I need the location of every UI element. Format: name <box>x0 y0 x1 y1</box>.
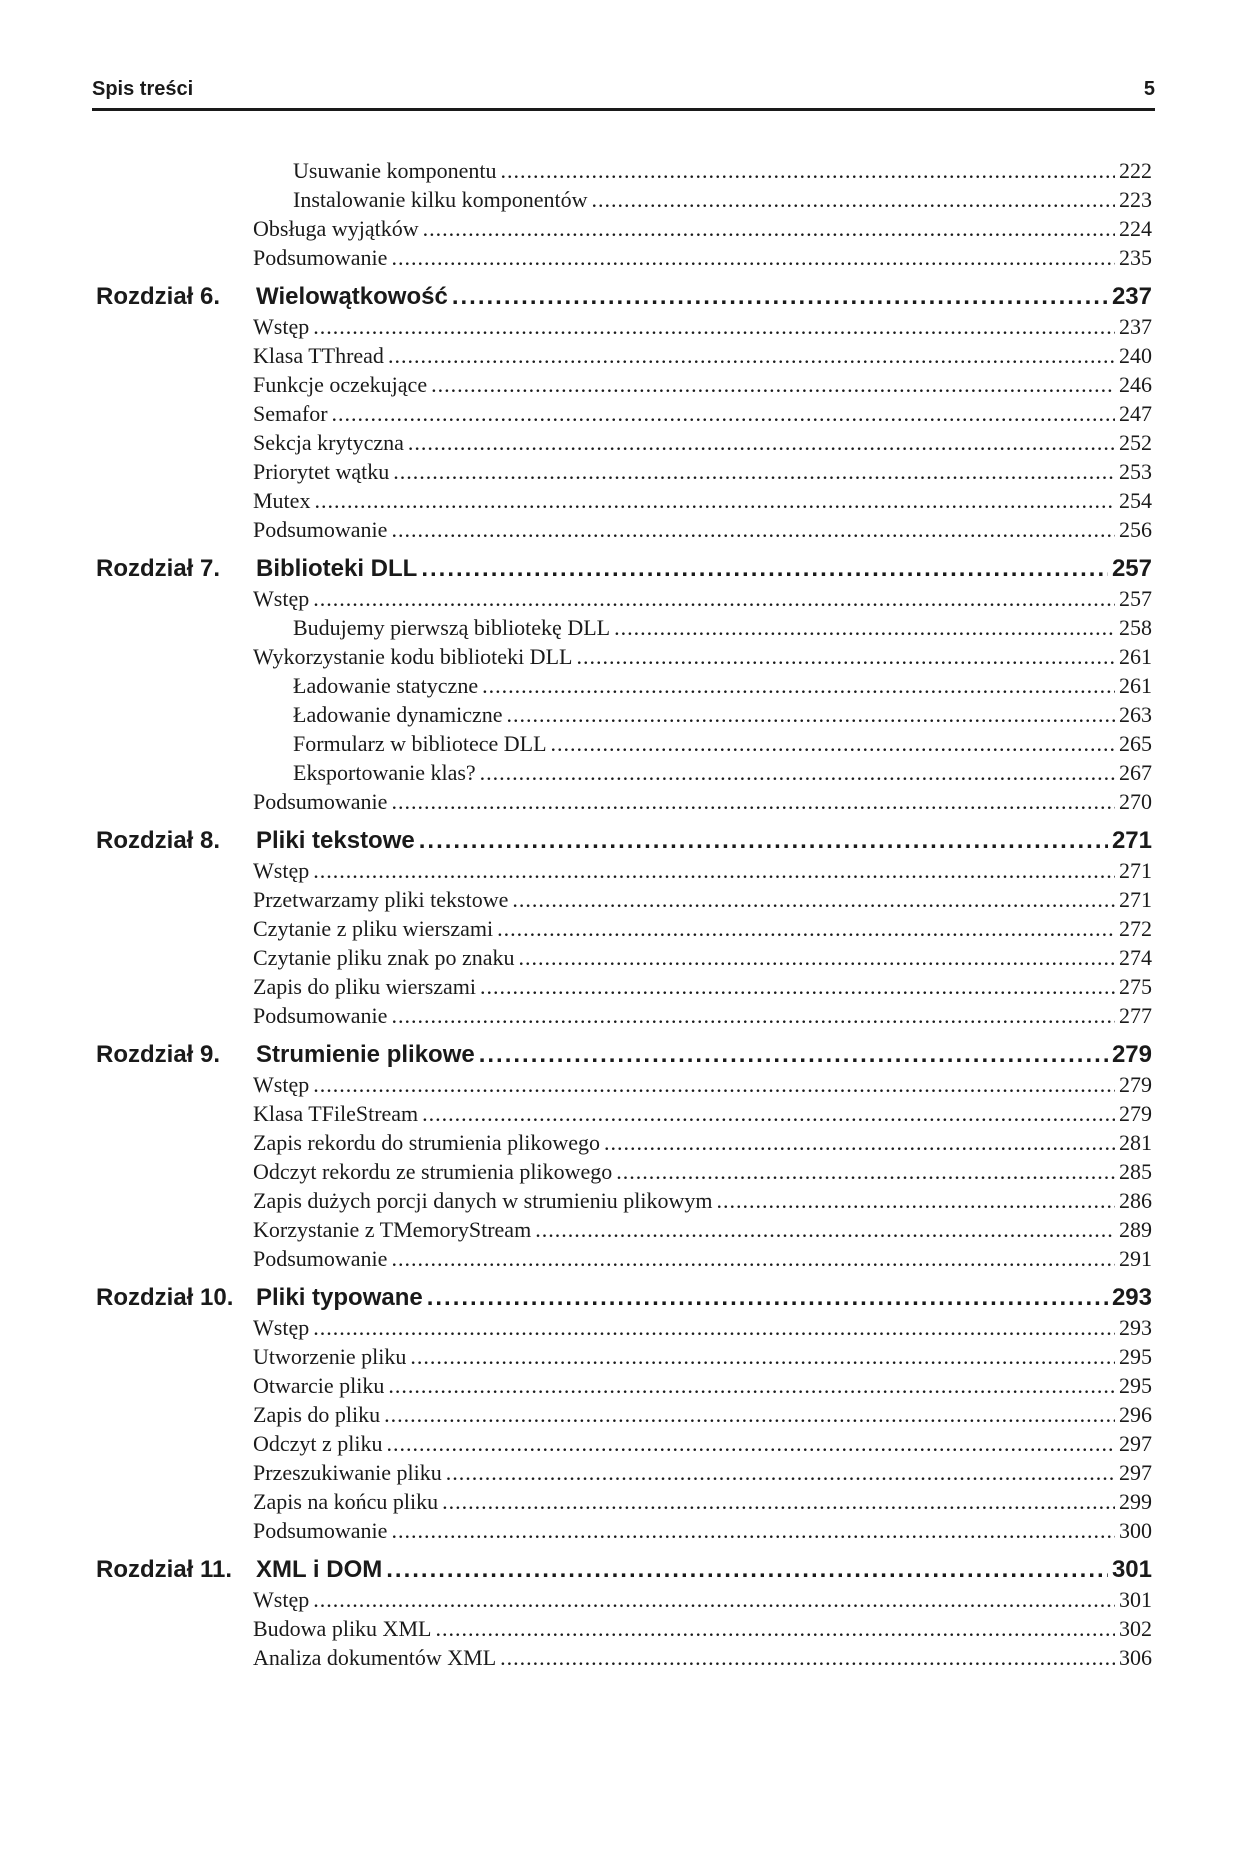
page-number: 295 <box>1119 1344 1152 1369</box>
entry-title: Wstęp <box>253 858 310 883</box>
dot-leader <box>482 673 1115 699</box>
entry-title: Funkcje oczekujące <box>253 372 428 397</box>
toc-entry-row[interactable] <box>253 1246 1152 1272</box>
entry-title: Korzystanie z TMemoryStream <box>253 1217 532 1242</box>
running-header <box>92 78 1155 111</box>
dot-leader <box>408 430 1115 456</box>
entry-title: Wykorzystanie kodu biblioteki DLL <box>253 644 573 669</box>
page-number: 277 <box>1119 1003 1152 1028</box>
dot-leader <box>384 1402 1115 1428</box>
dot-leader <box>442 1489 1115 1515</box>
entry-title: Odczyt z pliku <box>253 1431 383 1456</box>
header-page-number: 5 <box>1143 78 1155 100</box>
page-number: 299 <box>1119 1489 1152 1514</box>
dot-leader <box>592 187 1115 213</box>
dot-leader <box>419 827 1108 855</box>
page-number: 274 <box>1119 945 1152 970</box>
dot-leader <box>479 1041 1108 1069</box>
page-number: 302 <box>1119 1616 1152 1641</box>
page-number: 289 <box>1119 1217 1152 1242</box>
dot-leader <box>480 974 1115 1000</box>
entry-title: Semafor <box>253 401 328 426</box>
dot-leader <box>518 945 1115 971</box>
entry-title: Podsumowanie <box>253 245 388 270</box>
dot-leader <box>446 1460 1115 1486</box>
chapter-label: Rozdział 7. <box>96 555 221 582</box>
toc-entry-row[interactable] <box>293 158 1152 184</box>
toc-entry-row[interactable] <box>253 1315 1152 1341</box>
chapter-title: Pliki tekstowe <box>256 827 415 854</box>
dot-leader <box>604 1130 1115 1156</box>
toc-entry-row[interactable] <box>253 1373 1152 1399</box>
toc-entry-row[interactable] <box>253 1587 1152 1613</box>
dot-leader <box>386 1556 1108 1584</box>
toc-entry-row[interactable] <box>253 314 1152 340</box>
dot-leader <box>314 488 1115 514</box>
page-number: 265 <box>1119 731 1152 756</box>
page-number: 258 <box>1119 615 1152 640</box>
page-number: 271 <box>1111 827 1152 854</box>
dot-leader <box>313 314 1115 340</box>
page-number: 281 <box>1119 1130 1152 1155</box>
toc-entry-row[interactable] <box>253 517 1152 543</box>
toc-entry-row[interactable] <box>253 1489 1152 1515</box>
toc-chapter-row[interactable] <box>256 827 1152 855</box>
dot-leader <box>500 1645 1115 1671</box>
dot-leader <box>435 1616 1115 1642</box>
dot-leader <box>500 158 1115 184</box>
page-number: 279 <box>1119 1072 1152 1097</box>
page-number: 223 <box>1119 187 1152 212</box>
page-number: 297 <box>1119 1431 1152 1456</box>
page-number: 293 <box>1111 1284 1152 1311</box>
toc-entry-row[interactable] <box>253 1188 1152 1214</box>
toc-entry-row[interactable] <box>253 1130 1152 1156</box>
entry-title: Sekcja krytyczna <box>253 430 404 455</box>
dot-leader <box>313 586 1115 612</box>
entry-title: Przeszukiwanie pliku <box>253 1460 442 1485</box>
page-number: 279 <box>1119 1101 1152 1126</box>
entry-title: Wstęp <box>253 586 310 611</box>
dot-leader <box>497 916 1115 942</box>
entry-title: Czytanie z pliku wierszami <box>253 916 494 941</box>
page-number: 237 <box>1119 314 1152 339</box>
toc-entry-row[interactable] <box>253 1101 1152 1127</box>
toc-chapter-row[interactable] <box>256 1041 1152 1069</box>
toc-entry-row[interactable] <box>253 245 1152 271</box>
page-number: 301 <box>1111 1556 1152 1583</box>
chapter-title: Wielowątkowość <box>256 283 448 310</box>
page-number: 295 <box>1119 1373 1152 1398</box>
entry-title: Klasa TFileStream <box>253 1101 419 1126</box>
dot-leader <box>410 1344 1115 1370</box>
page-number: 291 <box>1119 1246 1152 1271</box>
chapter-label: Rozdział 6. <box>96 283 221 310</box>
entry-title: Mutex <box>253 488 311 513</box>
page-number: 237 <box>1111 283 1152 310</box>
header-title: Spis treści <box>92 78 194 100</box>
page-number: 275 <box>1119 974 1152 999</box>
page-number: 300 <box>1119 1518 1152 1543</box>
page-number: 279 <box>1111 1041 1152 1068</box>
entry-title: Zapis do pliku wierszami <box>253 974 477 999</box>
page-number: 261 <box>1119 673 1152 698</box>
dot-leader <box>391 1003 1115 1029</box>
entry-title: Podsumowanie <box>253 1246 388 1271</box>
entry-title: Wstęp <box>253 314 310 339</box>
entry-title: Zapis rekordu do strumienia plikowego <box>253 1130 601 1155</box>
entry-title: Usuwanie komponentu <box>293 158 497 183</box>
toc-entry-row[interactable] <box>253 1072 1152 1098</box>
toc-entry-row[interactable] <box>253 1217 1152 1243</box>
toc-entry-row[interactable] <box>253 1402 1152 1428</box>
entry-title: Budowa pliku XML <box>253 1616 432 1641</box>
entry-title: Instalowanie kilku komponentów <box>293 187 588 212</box>
page-number: 267 <box>1119 760 1152 785</box>
toc-entry-row[interactable] <box>253 1518 1152 1544</box>
dot-leader <box>512 887 1115 913</box>
toc-entry-row[interactable] <box>293 760 1152 786</box>
chapter-label: Rozdział 9. <box>96 1041 221 1068</box>
toc-entry-row[interactable] <box>253 1460 1152 1486</box>
entry-title: Priorytet wątku <box>253 459 390 484</box>
toc-entry-row[interactable] <box>253 372 1152 398</box>
dot-leader <box>332 401 1115 427</box>
toc-entry-row[interactable] <box>253 644 1152 670</box>
toc-chapter-row[interactable] <box>256 1556 1152 1584</box>
dot-leader <box>313 1072 1115 1098</box>
dot-leader <box>391 245 1115 271</box>
toc-entry-row[interactable] <box>253 343 1152 369</box>
entry-title: Wstęp <box>253 1315 310 1340</box>
dot-leader <box>616 1159 1115 1185</box>
page-number: 256 <box>1119 517 1152 542</box>
entry-title: Zapis dużych porcji danych w strumieniu plikowym <box>253 1188 713 1213</box>
toc-entry-row[interactable] <box>253 789 1152 815</box>
toc-entry-row[interactable] <box>253 488 1152 514</box>
entry-title: Obsługa wyjątków <box>253 216 419 241</box>
dot-leader <box>423 216 1115 242</box>
toc-entry-row[interactable] <box>293 187 1152 213</box>
page-number: 253 <box>1119 459 1152 484</box>
toc-entry-row[interactable] <box>253 216 1152 242</box>
dot-leader <box>313 858 1115 884</box>
toc-entry-row[interactable] <box>253 1344 1152 1370</box>
dot-leader <box>313 1587 1115 1613</box>
chapter-title: Strumienie plikowe <box>256 1041 475 1068</box>
toc-entry-row[interactable] <box>253 1003 1152 1029</box>
entry-title: Przetwarzamy pliki tekstowe <box>253 887 509 912</box>
dot-leader <box>422 1101 1115 1127</box>
toc-entry-row[interactable] <box>253 401 1152 427</box>
dot-leader <box>388 343 1115 369</box>
toc-entry-row[interactable] <box>253 459 1152 485</box>
dot-leader <box>387 1431 1115 1457</box>
dot-leader <box>507 702 1115 728</box>
toc-entry-row[interactable] <box>293 731 1152 757</box>
dot-leader <box>431 372 1115 398</box>
page-number: 235 <box>1119 245 1152 270</box>
entry-title: Podsumowanie <box>253 1518 388 1543</box>
toc-entry-row[interactable] <box>253 586 1152 612</box>
chapter-label: Rozdział 10. <box>96 1284 234 1311</box>
entry-title: Podsumowanie <box>253 789 388 814</box>
page-number: 261 <box>1119 644 1152 669</box>
chapter-title: XML i DOM <box>256 1556 383 1583</box>
page-number: 271 <box>1119 887 1152 912</box>
dot-leader <box>391 1246 1115 1272</box>
dot-leader <box>391 1518 1115 1544</box>
dot-leader <box>427 1284 1108 1312</box>
entry-title: Podsumowanie <box>253 517 388 542</box>
toc-entry-row[interactable] <box>253 1616 1152 1642</box>
entry-title: Eksportowanie klas? <box>293 760 476 785</box>
toc-entry-row[interactable] <box>253 974 1152 1000</box>
page-number: 240 <box>1119 343 1152 368</box>
toc-entry-row[interactable] <box>293 673 1152 699</box>
page-number: 246 <box>1119 372 1152 397</box>
entry-title: Zapis do pliku <box>253 1402 381 1427</box>
dot-leader <box>716 1188 1115 1214</box>
entry-title: Zapis na końcu pliku <box>253 1489 439 1514</box>
toc-entry-row[interactable] <box>253 916 1152 942</box>
chapter-label: Rozdział 11. <box>96 1556 233 1583</box>
toc-chapter-row[interactable] <box>256 555 1152 583</box>
dot-leader <box>388 1373 1115 1399</box>
dot-leader <box>576 644 1115 670</box>
dot-leader <box>452 283 1108 311</box>
toc-entry-row[interactable] <box>253 945 1152 971</box>
chapter-label: Rozdział 8. <box>96 827 221 854</box>
page-number: 247 <box>1119 401 1152 426</box>
entry-title: Analiza dokumentów XML <box>253 1645 497 1670</box>
entry-title: Budujemy pierwszą bibliotekę DLL <box>293 615 611 640</box>
entry-title: Otwarcie pliku <box>253 1373 385 1398</box>
entry-title: Ładowanie statyczne <box>293 673 479 698</box>
dot-leader <box>391 517 1115 543</box>
page-number: 252 <box>1119 430 1152 455</box>
page-number: 271 <box>1119 858 1152 883</box>
entry-title: Wstęp <box>253 1072 310 1097</box>
toc-entry-row[interactable] <box>253 1159 1152 1185</box>
page-number: 301 <box>1119 1587 1152 1612</box>
toc-entry-row[interactable] <box>293 702 1152 728</box>
page-number: 293 <box>1119 1315 1152 1340</box>
page-number: 257 <box>1111 555 1152 582</box>
entry-title: Czytanie pliku znak po znaku <box>253 945 515 970</box>
entry-title: Wstęp <box>253 1587 310 1612</box>
entry-title: Podsumowanie <box>253 1003 388 1028</box>
toc-chapter-row[interactable] <box>256 1284 1152 1312</box>
dot-leader <box>391 789 1115 815</box>
dot-leader <box>421 555 1108 583</box>
toc-entry-row[interactable] <box>253 430 1152 456</box>
toc-entry-row[interactable] <box>293 615 1152 641</box>
entry-title: Ładowanie dynamiczne <box>293 702 503 727</box>
dot-leader <box>393 459 1115 485</box>
page-number: 257 <box>1119 586 1152 611</box>
dot-leader <box>480 760 1115 786</box>
entry-title: Utworzenie pliku <box>253 1344 407 1369</box>
page-number: 297 <box>1119 1460 1152 1485</box>
toc-entry-row[interactable] <box>253 858 1152 884</box>
toc-entry-row[interactable] <box>253 1431 1152 1457</box>
dot-leader <box>313 1315 1115 1341</box>
dot-leader <box>551 731 1115 757</box>
page-number: 285 <box>1119 1159 1152 1184</box>
chapter-title: Pliki typowane <box>256 1284 423 1311</box>
page-number: 272 <box>1119 916 1152 941</box>
chapter-title: Biblioteki DLL <box>256 555 418 582</box>
page-number: 306 <box>1119 1645 1152 1670</box>
dot-leader <box>614 615 1115 641</box>
entry-title: Formularz w bibliotece DLL <box>293 731 547 756</box>
toc-entry-row[interactable] <box>253 887 1152 913</box>
entry-title: Klasa TThread <box>253 343 384 368</box>
toc-entry-row[interactable] <box>253 1645 1152 1671</box>
entry-title: Odczyt rekordu ze strumienia plikowego <box>253 1159 613 1184</box>
page-number: 224 <box>1119 216 1152 241</box>
page-number: 270 <box>1119 789 1152 814</box>
page-number: 222 <box>1119 158 1152 183</box>
page-number: 254 <box>1119 488 1152 513</box>
dot-leader <box>535 1217 1115 1243</box>
page-number: 296 <box>1119 1402 1152 1427</box>
toc-chapter-row[interactable] <box>256 283 1152 311</box>
page-number: 286 <box>1119 1188 1152 1213</box>
page-number: 263 <box>1119 702 1152 727</box>
